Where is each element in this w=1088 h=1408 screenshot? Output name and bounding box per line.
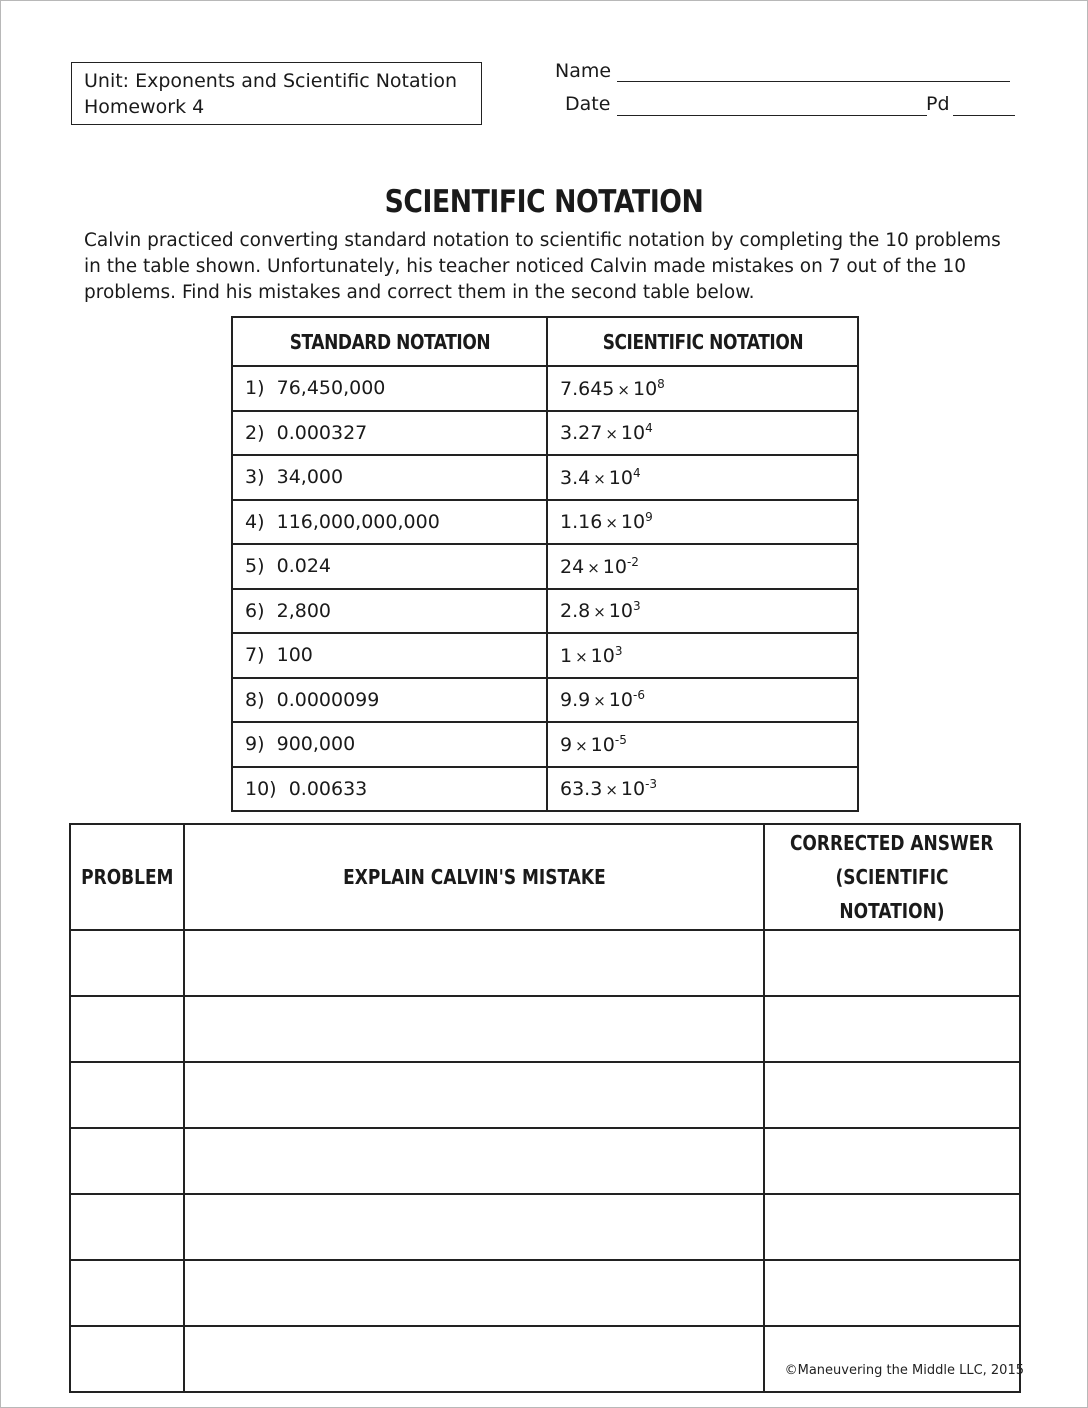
mistake-answer-cell[interactable] (184, 1062, 764, 1128)
times-sign: × (605, 781, 618, 800)
period-line[interactable] (953, 115, 1015, 116)
col-header-corrected: CORRECTED ANSWER (SCIENTIFIC NOTATION) (764, 824, 1020, 930)
answer-row (70, 1062, 1020, 1128)
col-header-mistake: EXPLAIN CALVIN'S MISTAKE (184, 824, 764, 930)
standard-value: 0.000327 (276, 421, 368, 444)
times-sign: × (605, 514, 618, 533)
name-label: Name (555, 60, 612, 82)
scientific-cell (547, 767, 858, 812)
col-header-standard: STANDARD NOTATION (232, 317, 547, 366)
standard-value: 0.0000099 (276, 688, 380, 711)
times-sign: × (593, 692, 606, 711)
problem-number: 3) (245, 466, 265, 489)
mistake-answer-cell[interactable] (184, 1260, 764, 1326)
exponent: 3 (632, 599, 641, 614)
problem-number: 10) (245, 777, 277, 800)
problem-number: 2) (245, 421, 265, 444)
scientific-cell (547, 589, 858, 634)
problem-answer-cell[interactable] (70, 996, 184, 1062)
standard-cell (232, 455, 547, 500)
corrected-answer-cell[interactable] (764, 1194, 1020, 1260)
base: 10 (602, 555, 627, 578)
coefficient: 24 (560, 555, 585, 578)
mistake-answer-cell[interactable] (184, 1194, 764, 1260)
mistake-answer-cell[interactable] (184, 1326, 764, 1392)
standard-value: 76,450,000 (276, 377, 386, 400)
unit-box (71, 62, 482, 125)
answer-row (70, 1194, 1020, 1260)
answer-row (70, 1128, 1020, 1194)
answer-row (70, 930, 1020, 996)
answer-row (70, 996, 1020, 1062)
times-sign: × (575, 736, 588, 755)
scientific-cell (547, 411, 858, 456)
base: 10 (620, 511, 646, 534)
standard-cell (232, 411, 547, 456)
exponent: -2 (626, 554, 639, 569)
problem-number: 4) (245, 510, 265, 533)
practice-table (231, 316, 859, 812)
base: 10 (608, 466, 633, 489)
col-header-scientific: SCIENTIFIC NOTATION (547, 317, 858, 366)
coefficient: 2.8 (560, 600, 591, 623)
standard-value: 0.00633 (288, 777, 368, 800)
mistake-answer-cell[interactable] (184, 930, 764, 996)
problem-answer-cell[interactable] (70, 1128, 184, 1194)
table-row (232, 411, 858, 456)
problem-number: 8) (245, 688, 265, 711)
table-row (232, 500, 858, 545)
standard-cell (232, 633, 547, 678)
times-sign: × (593, 469, 606, 488)
exponent: 4 (645, 421, 653, 436)
copyright-footer: ©Maneuvering the Middle LLC, 2015 (784, 1363, 1024, 1378)
scientific-cell (547, 544, 858, 589)
coefficient: 3.27 (560, 422, 603, 445)
standard-value: 2,800 (276, 599, 332, 622)
exponent: -5 (614, 732, 627, 747)
problem-answer-cell[interactable] (70, 1326, 184, 1392)
standard-cell (232, 678, 547, 723)
coefficient: 3.4 (560, 466, 591, 489)
problem-answer-cell[interactable] (70, 930, 184, 996)
mistake-answer-cell[interactable] (184, 1128, 764, 1194)
times-sign: × (587, 558, 600, 577)
scientific-cell (547, 722, 858, 767)
standard-cell (232, 589, 547, 634)
scientific-cell (547, 366, 858, 411)
date-line[interactable] (617, 115, 927, 116)
problem-number: 6) (245, 599, 265, 622)
coefficient: 1 (560, 644, 573, 667)
coefficient: 9 (560, 733, 573, 756)
problem-answer-cell[interactable] (70, 1062, 184, 1128)
coefficient: 7.645 (560, 377, 615, 400)
coefficient: 63.3 (560, 778, 603, 801)
times-sign: × (617, 380, 630, 399)
problem-answer-cell[interactable] (70, 1194, 184, 1260)
problem-number: 1) (245, 377, 265, 400)
standard-cell (232, 500, 547, 545)
coefficient: 1.16 (560, 511, 603, 534)
corrected-answer-cell[interactable] (764, 1128, 1020, 1194)
problem-number: 7) (245, 644, 265, 667)
corrected-answer-cell[interactable] (764, 1326, 1020, 1392)
base: 10 (620, 422, 646, 445)
col-header-problem: PROBLEM (70, 824, 184, 930)
instructions: Calvin practiced converting standard notation to scientific notation by completing the 10 problems in the table shown. Unfortunately, his teacher noticed Calvin made mistakes on 7 out of the 10 problems. Find his mistakes and correct them in the second table below. (84, 230, 1001, 303)
exponent: 8 (657, 376, 665, 391)
corrected-answer-cell[interactable] (764, 1260, 1020, 1326)
table-row (232, 544, 858, 589)
unit-label: Unit: Exponents and Scientific Notation (84, 70, 458, 92)
date-label: Date (565, 93, 611, 115)
exponent: 3 (614, 643, 623, 658)
exponent: 4 (632, 465, 641, 480)
name-line[interactable] (617, 81, 1010, 82)
scientific-cell (547, 678, 858, 723)
answer-row (70, 1260, 1020, 1326)
table-row (232, 722, 858, 767)
mistake-answer-cell[interactable] (184, 996, 764, 1062)
scientific-cell (547, 633, 858, 678)
corrected-answer-cell[interactable] (764, 930, 1020, 996)
standard-value: 34,000 (276, 466, 344, 489)
times-sign: × (575, 647, 588, 666)
problem-number: 9) (245, 733, 265, 756)
base: 10 (608, 600, 633, 623)
standard-cell (232, 767, 547, 812)
table-row (232, 589, 858, 634)
problem-answer-cell[interactable] (70, 1260, 184, 1326)
base: 10 (590, 733, 615, 756)
coefficient: 9.9 (560, 689, 591, 712)
corrected-answer-cell[interactable] (764, 1062, 1020, 1128)
table-row (232, 366, 858, 411)
standard-value: 900,000 (276, 733, 356, 756)
base: 10 (608, 689, 633, 712)
scientific-cell (547, 455, 858, 500)
exponent: -3 (645, 777, 658, 792)
base: 10 (620, 778, 646, 801)
correction-table (69, 823, 1021, 1393)
standard-cell (232, 366, 547, 411)
exponent: -6 (632, 688, 645, 703)
table-row (232, 455, 858, 500)
base: 10 (632, 377, 658, 400)
base: 10 (590, 644, 615, 667)
times-sign: × (605, 425, 618, 444)
page-title: SCIENTIFIC NOTATION (384, 184, 704, 220)
table-row (232, 633, 858, 678)
standard-value: 100 (276, 644, 313, 667)
problem-number: 5) (245, 555, 265, 578)
period-label: Pd (926, 93, 950, 115)
times-sign: × (593, 603, 606, 622)
homework-label: Homework 4 (84, 96, 205, 118)
standard-value: 116,000,000,000 (276, 510, 440, 533)
standard-cell (232, 722, 547, 767)
standard-cell (232, 544, 547, 589)
corrected-answer-cell[interactable] (764, 996, 1020, 1062)
standard-value: 0.024 (276, 555, 332, 578)
exponent: 9 (645, 510, 653, 525)
table-row (232, 767, 858, 812)
scientific-cell (547, 500, 858, 545)
answer-row (70, 1326, 1020, 1392)
table-row (232, 678, 858, 723)
